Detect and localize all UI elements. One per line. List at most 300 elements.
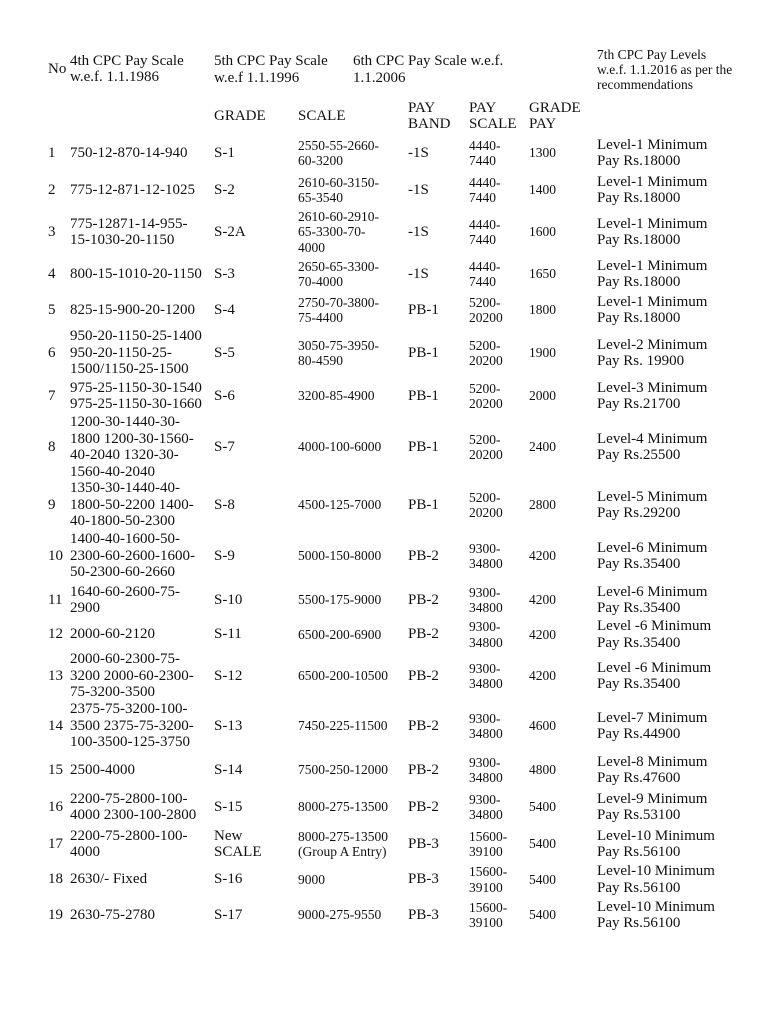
pay-scale: 5200- — [469, 431, 501, 447]
pay-band-cell — [408, 701, 469, 751]
subheader-grade — [214, 98, 298, 134]
pay-level: Level-7 Minimum — [597, 709, 708, 726]
row-number: 16 — [48, 798, 63, 815]
pay-level: Level-1 Minimum — [597, 293, 708, 310]
cpc4-scale: 1800 1200-30-1560- — [70, 430, 194, 447]
row-number: 1 — [48, 144, 56, 161]
header-5th-cpc-line: 5th CPC Pay Scale — [214, 53, 328, 69]
pay-band-cell — [408, 896, 469, 934]
grade-pay-cell — [529, 414, 597, 480]
row-number: 12 — [48, 626, 63, 643]
pay-level: Level-1 Minimum — [597, 257, 708, 274]
cpc5-grade: S-17 — [214, 906, 243, 923]
pay-level-cell — [597, 789, 739, 825]
pay-scale: 5200- — [469, 380, 501, 396]
header-7th-cpc-line: 7th CPC Pay Levels — [597, 46, 707, 62]
cpc5-scale: 3050-75-3950- — [298, 337, 379, 353]
row-number: 18 — [48, 871, 63, 888]
pay-band-cell — [408, 414, 469, 480]
pay-band-cell — [408, 328, 469, 378]
pay-level-cell — [597, 292, 739, 328]
pay-band: PB-3 — [408, 906, 439, 923]
subheader-grade-pay-line: PAY — [529, 116, 557, 132]
row-number-cell — [44, 378, 70, 414]
pay-scale: 34800 — [469, 770, 503, 785]
row-number-cell — [44, 651, 70, 701]
pay-scale-cell — [469, 701, 529, 751]
subheader-pay-band — [408, 98, 469, 134]
row-number: 3 — [48, 223, 56, 240]
cpc4-scale: 800-15-1010-20-1150 — [70, 265, 202, 282]
header-7th-cpc — [597, 40, 739, 98]
pay-band: PB-1 — [408, 301, 439, 318]
table-row — [44, 863, 739, 896]
pay-level: Pay Rs.53100 — [597, 807, 681, 823]
table-row — [44, 701, 739, 751]
grade-pay-cell — [529, 863, 597, 896]
pay-band-cell — [408, 480, 469, 530]
cpc4-scale: 2500-4000 — [70, 761, 135, 778]
subheader-pay-band-line: PAY — [408, 99, 436, 116]
subheader-empty — [44, 98, 70, 134]
cpc5-scale: 65-3540 — [298, 190, 343, 205]
grade-pay: 5400 — [529, 907, 556, 923]
pay-level-cell — [597, 328, 739, 378]
cpc5-scale-cell — [298, 582, 408, 618]
cpc5-scale: 5500-175-9000 — [298, 592, 382, 608]
pay-scale-cell — [469, 172, 529, 208]
cpc5-scale-cell — [298, 328, 408, 378]
row-number: 9 — [48, 496, 56, 513]
pay-scale: 9300- — [469, 754, 501, 770]
subheader-empty — [597, 98, 739, 134]
grade-pay-cell — [529, 751, 597, 789]
cpc4-scale: 75-3200-3500 — [70, 684, 155, 701]
pay-level-cell — [597, 530, 739, 582]
cpc5-scale-cell — [298, 701, 408, 751]
cpc5-scale-cell — [298, 172, 408, 208]
pay-scale: 4440- — [469, 137, 501, 153]
grade-pay-cell — [529, 480, 597, 530]
pay-scale: 9300- — [469, 540, 501, 556]
pay-scale: 7440 — [469, 274, 496, 289]
pay-band-cell — [408, 863, 469, 896]
pay-level: Level -6 Minimum — [597, 618, 712, 634]
cpc4-scale-cell — [70, 825, 214, 863]
grade-pay: 2400 — [529, 439, 556, 455]
cpc4-scale: 750-12-870-14-940 — [70, 144, 188, 161]
cpc5-scale-cell — [298, 292, 408, 328]
pay-scale: 39100 — [469, 879, 503, 895]
grade-pay-cell — [529, 208, 597, 256]
pay-band-cell — [408, 651, 469, 701]
table-row — [44, 256, 739, 292]
subheader-pay-band-line: BAND — [408, 116, 451, 132]
pay-level: Pay Rs.18000 — [597, 310, 681, 326]
pay-band: PB-1 — [408, 387, 439, 404]
pay-scale: 9300- — [469, 584, 501, 600]
cpc5-grade: S-4 — [214, 301, 235, 318]
cpc5-grade-cell — [214, 582, 298, 618]
pay-level: Level-10 Minimum — [597, 898, 715, 915]
cpc5-grade: S-15 — [214, 798, 243, 815]
row-number-cell — [44, 701, 70, 751]
row-number-cell — [44, 328, 70, 378]
cpc5-scale: 8000-275-13500 — [298, 828, 388, 844]
grade-pay-cell — [529, 134, 597, 172]
row-number-cell — [44, 134, 70, 172]
pay-level: Level-8 Minimum — [597, 753, 708, 770]
cpc4-scale: 2630/- Fixed — [70, 871, 148, 888]
cpc4-scale: 825-15-900-20-1200 — [70, 301, 195, 318]
pay-level-cell — [597, 582, 739, 618]
row-number-cell — [44, 256, 70, 292]
cpc4-scale: 3500 2375-75-3200- — [70, 717, 194, 734]
cpc5-grade: SCALE — [214, 844, 262, 860]
row-number-cell — [44, 863, 70, 896]
row-number: 15 — [48, 761, 63, 778]
pay-level-cell — [597, 378, 739, 414]
cpc5-grade-cell — [214, 208, 298, 256]
cpc4-scale: 950-20-1150-25- — [70, 344, 172, 361]
pay-level: Level-2 Minimum — [597, 336, 708, 353]
pay-level-cell — [597, 618, 739, 651]
row-number-cell — [44, 208, 70, 256]
row-number: 19 — [48, 906, 63, 923]
subheader-scale — [298, 98, 408, 134]
table-row — [44, 378, 739, 414]
cpc4-scale-cell — [70, 701, 214, 751]
pay-scale: 34800 — [469, 600, 503, 615]
pay-level-cell — [597, 751, 739, 789]
cpc4-scale: 2200-75-2800-100- — [70, 827, 188, 844]
row-number: 2 — [48, 181, 56, 198]
cpc5-scale-cell — [298, 208, 408, 256]
grade-pay-cell — [529, 292, 597, 328]
cpc5-scale: 9000 — [298, 871, 325, 887]
pay-scale-cell — [469, 292, 529, 328]
pay-scale: 34800 — [469, 726, 503, 741]
pay-band-cell — [408, 789, 469, 825]
pay-band: PB-3 — [408, 835, 439, 852]
pay-scale: 15600- — [469, 899, 508, 915]
cpc5-scale: 4000 — [298, 239, 325, 255]
row-number: 17 — [48, 835, 63, 852]
pay-band: -1S — [408, 265, 429, 282]
row-number-cell — [44, 414, 70, 480]
table-row — [44, 530, 739, 582]
pay-level-cell — [597, 896, 739, 934]
pay-level: Level-4 Minimum — [597, 430, 708, 447]
grade-pay: 1900 — [529, 345, 556, 361]
cpc5-scale-cell — [298, 414, 408, 480]
cpc4-scale: 15-1030-20-1150 — [70, 232, 175, 248]
cpc4-scale-cell — [70, 292, 214, 328]
row-number-cell — [44, 751, 70, 789]
pay-scale-cell — [469, 789, 529, 825]
cpc5-grade-cell — [214, 896, 298, 934]
pay-level: Pay Rs.35400 — [597, 556, 681, 572]
cpc5-grade: S-16 — [214, 871, 243, 888]
row-number: 10 — [48, 547, 63, 564]
cpc5-grade-cell — [214, 530, 298, 582]
cpc4-scale-cell — [70, 618, 214, 651]
pay-level: Pay Rs.29200 — [597, 505, 681, 521]
grade-pay: 1650 — [529, 266, 556, 282]
pay-level: Level-3 Minimum — [597, 379, 708, 396]
cpc5-grade-cell — [214, 789, 298, 825]
pay-level: Pay Rs.56100 — [597, 879, 681, 896]
cpc5-scale-cell — [298, 378, 408, 414]
header-6th-cpc-line: 6th CPC Pay Scale w.e.f. — [353, 53, 504, 69]
grade-pay: 4800 — [529, 762, 556, 778]
cpc5-scale: 5000-150-8000 — [298, 548, 382, 564]
row-number: 13 — [48, 667, 63, 684]
pay-level: Level-1 Minimum — [597, 173, 708, 190]
table-row — [44, 825, 739, 863]
pay-band: -1S — [408, 223, 429, 240]
subheader-grade-label: GRADE — [214, 107, 266, 124]
grade-pay: 4200 — [529, 668, 556, 684]
cpc4-scale-cell — [70, 582, 214, 618]
grade-pay: 2800 — [529, 497, 556, 513]
grade-pay-cell — [529, 651, 597, 701]
pay-scale: 5200- — [469, 489, 501, 505]
table-body — [44, 40, 739, 934]
pay-level: Pay Rs.47600 — [597, 770, 681, 786]
cpc5-scale-cell — [298, 789, 408, 825]
cpc5-grade-cell — [214, 328, 298, 378]
cpc5-grade: S-1 — [214, 144, 235, 161]
cpc5-grade-cell — [214, 414, 298, 480]
pay-scale: 5200- — [469, 294, 501, 310]
pay-scale: 34800 — [469, 807, 503, 822]
grade-pay: 4200 — [529, 548, 556, 564]
cpc5-grade: S-7 — [214, 438, 235, 455]
cpc5-scale-cell — [298, 751, 408, 789]
cpc5-grade: S-6 — [214, 387, 235, 404]
cpc4-scale: 2200-75-2800-100- — [70, 790, 188, 807]
cpc5-scale: (Group A Entry) — [298, 844, 387, 859]
subheader-empty — [70, 98, 214, 134]
grade-pay: 1400 — [529, 182, 556, 198]
row-number: 7 — [48, 387, 56, 404]
pay-band: -1S — [408, 181, 429, 198]
cpc4-scale-cell — [70, 751, 214, 789]
cpc5-grade-cell — [214, 651, 298, 701]
cpc4-scale: 50-2300-60-2660 — [70, 564, 175, 581]
cpc5-scale: 80-4590 — [298, 353, 343, 368]
cpc4-scale-cell — [70, 480, 214, 530]
header-7th-cpc-line: recommendations — [597, 76, 693, 92]
pay-scale: 7440 — [469, 232, 496, 247]
pay-level-cell — [597, 651, 739, 701]
cpc5-scale-cell — [298, 134, 408, 172]
pay-level-cell — [597, 208, 739, 256]
grade-pay-cell — [529, 618, 597, 651]
pay-scale: 20200 — [469, 505, 503, 520]
pay-level: Pay Rs.18000 — [597, 153, 681, 169]
pay-scale: 4440- — [469, 174, 501, 190]
pay-level: Pay Rs.35400 — [597, 676, 681, 692]
table-row — [44, 651, 739, 701]
pay-band: PB-1 — [408, 496, 439, 513]
grade-pay-cell — [529, 328, 597, 378]
pay-level: Level-10 Minimum — [597, 827, 715, 844]
pay-band: PB-1 — [408, 438, 439, 455]
pay-level-cell — [597, 825, 739, 863]
cpc5-scale: 4500-125-7000 — [298, 497, 382, 513]
pay-scale-cell — [469, 582, 529, 618]
cpc4-scale-cell — [70, 134, 214, 172]
pay-scale: 39100 — [469, 844, 503, 859]
cpc5-grade: S-3 — [214, 265, 235, 282]
pay-scale-cell — [469, 651, 529, 701]
cpc5-scale-cell — [298, 530, 408, 582]
cpc4-scale-cell — [70, 789, 214, 825]
pay-scale-cell — [469, 863, 529, 896]
cpc5-scale: 2650-65-3300- — [298, 258, 379, 274]
pay-scale: 34800 — [469, 676, 503, 691]
cpc4-scale-cell — [70, 256, 214, 292]
pay-band: PB-2 — [408, 591, 439, 608]
cpc5-scale-cell — [298, 825, 408, 863]
cpc4-scale: 100-3500-125-3750 — [70, 734, 190, 751]
pay-level: Pay Rs.44900 — [597, 726, 681, 742]
cpc5-scale: 4000-100-6000 — [298, 439, 382, 455]
row-number: 4 — [48, 265, 56, 282]
cpc4-scale: 950-20-1150-25-1400 — [70, 328, 202, 345]
pay-scale: 20200 — [469, 353, 503, 368]
pay-scale: 15600- — [469, 864, 508, 879]
cpc5-grade: S-14 — [214, 761, 243, 778]
grade-pay-cell — [529, 896, 597, 934]
table-row — [44, 208, 739, 256]
row-number-cell — [44, 618, 70, 651]
pay-scale: 4440- — [469, 216, 501, 232]
row-number-cell — [44, 789, 70, 825]
header-7th-cpc-line: w.e.f. 1.1.2016 as per the — [597, 61, 733, 77]
pay-band-cell — [408, 618, 469, 651]
cpc5-scale: 2610-60-2910- — [298, 208, 379, 224]
row-number: 5 — [48, 301, 56, 318]
header-no — [44, 40, 70, 98]
pay-level: Level-6 Minimum — [597, 583, 708, 600]
pay-level-cell — [597, 414, 739, 480]
cpc5-grade: S-13 — [214, 717, 243, 734]
cpc5-grade: S-11 — [214, 626, 242, 643]
cpc5-grade-cell — [214, 618, 298, 651]
row-number-cell — [44, 292, 70, 328]
row-number: 11 — [48, 591, 63, 608]
cpc5-grade: S-8 — [214, 496, 235, 513]
cpc5-scale: 7500-250-12000 — [298, 762, 388, 778]
cpc5-scale-cell — [298, 480, 408, 530]
grade-pay: 1300 — [529, 145, 556, 161]
grade-pay: 1800 — [529, 302, 556, 318]
cpc4-scale-cell — [70, 863, 214, 896]
cpc4-scale: 2000-60-2300-75- — [70, 651, 180, 668]
pay-scale: 39100 — [469, 915, 503, 930]
pay-scale-cell — [469, 618, 529, 651]
cpc5-scale: 70-4000 — [298, 274, 343, 289]
pay-level: Level-9 Minimum — [597, 790, 708, 807]
pay-band: PB-2 — [408, 798, 439, 815]
pay-level-cell — [597, 134, 739, 172]
cpc5-grade-cell — [214, 134, 298, 172]
pay-scale: 9300- — [469, 710, 501, 726]
cpc5-scale: 2750-70-3800- — [298, 294, 379, 310]
cpc5-grade: New — [214, 827, 243, 844]
pay-scale-cell — [469, 414, 529, 480]
pay-scale-cell — [469, 134, 529, 172]
pay-level: Pay Rs.56100 — [597, 915, 681, 931]
cpc5-scale-cell — [298, 618, 408, 651]
cpc5-scale: 75-4400 — [298, 310, 343, 325]
pay-band-cell — [408, 134, 469, 172]
pay-scale-cell — [469, 378, 529, 414]
cpc5-scale: 9000-275-9550 — [298, 907, 382, 923]
pay-level: Pay Rs.25500 — [597, 447, 681, 463]
table-row — [44, 328, 739, 378]
table-row — [44, 292, 739, 328]
row-number-cell — [44, 582, 70, 618]
subheader-pay-scale-line: PAY — [469, 99, 497, 116]
cpc4-scale: 1200-30-1440-30- — [70, 414, 180, 430]
cpc5-scale: 6500-200-10500 — [298, 668, 388, 684]
cpc4-scale: 1560-40-2040 — [70, 463, 155, 480]
pay-level: Pay Rs.18000 — [597, 232, 681, 248]
pay-level: Pay Rs.35400 — [597, 600, 681, 616]
pay-level-cell — [597, 172, 739, 208]
table-row — [44, 582, 739, 618]
pay-level: Pay Rs.56100 — [597, 844, 681, 860]
grade-pay: 5400 — [529, 871, 556, 887]
cpc4-scale: 2000-60-2120 — [70, 626, 155, 643]
cpc4-scale-cell — [70, 328, 214, 378]
grade-pay-cell — [529, 256, 597, 292]
pay-band: -1S — [408, 144, 429, 161]
table-row — [44, 751, 739, 789]
grade-pay: 4200 — [529, 592, 556, 608]
subheader-pay-scale — [469, 98, 529, 134]
cpc5-grade: S-12 — [214, 667, 243, 684]
cpc5-grade: S-5 — [214, 344, 235, 361]
pay-band-cell — [408, 530, 469, 582]
pay-scale: 9300- — [469, 791, 501, 807]
pay-scale: 9300- — [469, 619, 501, 634]
cpc5-scale-cell — [298, 863, 408, 896]
header-4th-cpc-line: w.e.f. 1.1.1986 — [70, 69, 160, 85]
grade-pay-cell — [529, 789, 597, 825]
subheader-scale-label: SCALE — [298, 107, 346, 124]
header-5th-cpc — [214, 53, 328, 86]
pay-scale: 34800 — [469, 634, 503, 650]
cpc5-scale: 2610-60-3150- — [298, 174, 379, 190]
table-row — [44, 896, 739, 934]
grade-pay: 4600 — [529, 718, 556, 734]
row-number: 6 — [48, 344, 56, 361]
row-number-cell — [44, 480, 70, 530]
pay-scale-cell — [469, 256, 529, 292]
cpc4-scale: 4000 2300-100-2800 — [70, 807, 197, 823]
cpc5-grade-cell — [214, 480, 298, 530]
grade-pay-cell — [529, 530, 597, 582]
subheader-grade-pay — [529, 98, 597, 134]
table-row — [44, 172, 739, 208]
cpc5-scale: 60-3200 — [298, 153, 343, 168]
pay-band: PB-3 — [408, 871, 439, 888]
